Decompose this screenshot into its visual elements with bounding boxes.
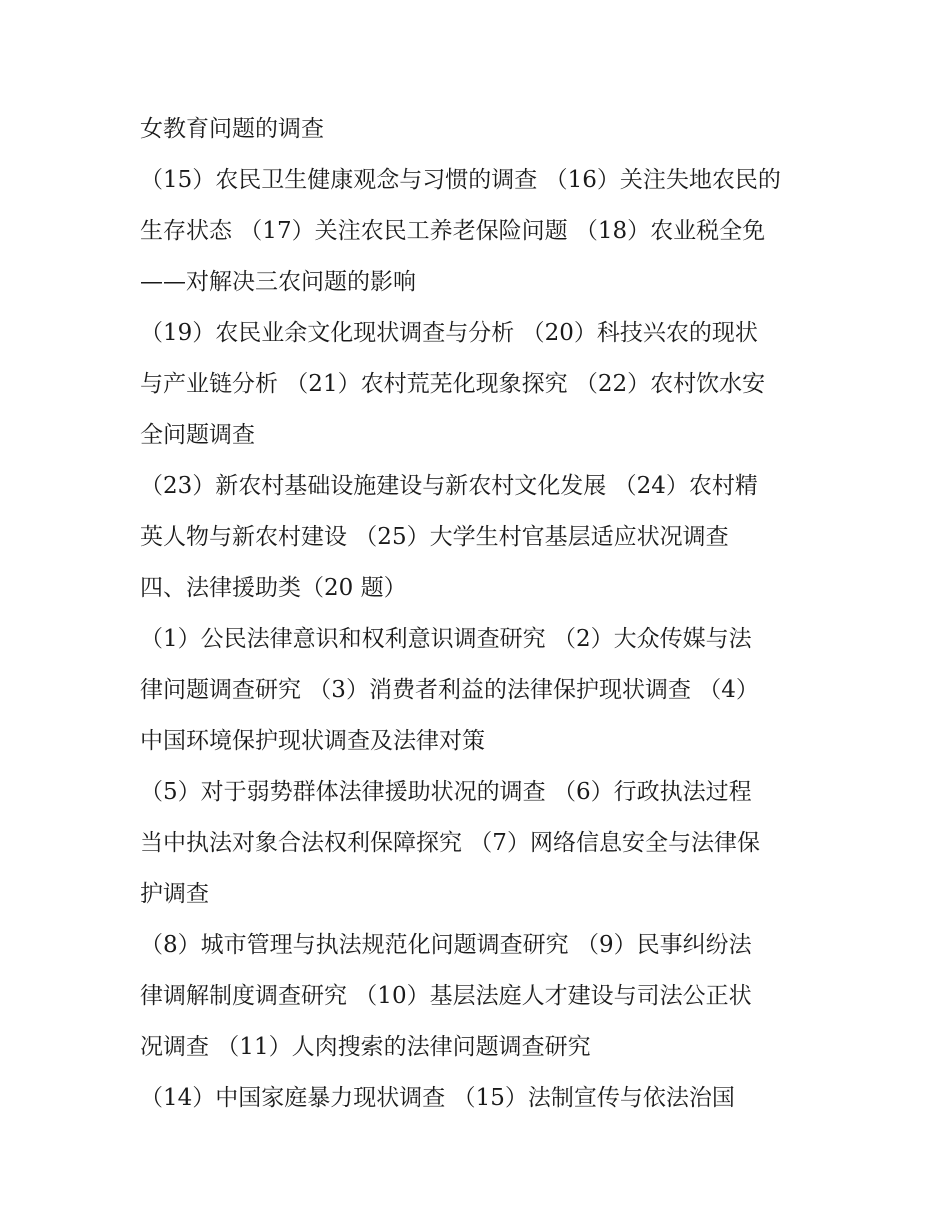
text-line: ——对解决三农问题的影响 (140, 269, 416, 295)
text-line: （15）农民卫生健康观念与习惯的调查 （16）关注失地农民的 (140, 167, 781, 193)
text-line: （1）公民法律意识和权利意识调查研究 （2）大众传媒与法 (140, 626, 752, 652)
text-line: （8）城市管理与执法规范化问题调查研究 （9）民事纠纷法 (140, 932, 752, 958)
text-line: 女教育问题的调查 (140, 116, 324, 142)
text-line: 律调解制度调查研究 （10）基层法庭人才建设与司法公正状 (140, 983, 752, 1009)
document-body (140, 104, 830, 1124)
text-line: 况调查 （11）人肉搜索的法律问题调查研究 (140, 1034, 591, 1060)
text-line: 当中执法对象合法权利保障探究 （7）网络信息安全与法律保 (140, 830, 760, 856)
text-line: 中国环境保护现状调查及法律对策 (140, 728, 485, 754)
text-line: 英人物与新农村建设 （25）大学生村官基层适应状况调查 (140, 524, 729, 550)
text-line: （19）农民业余文化现状调查与分析 （20）科技兴农的现状 (140, 320, 758, 346)
text-line: （5）对于弱势群体法律援助状况的调查 （6）行政执法过程 (140, 779, 752, 805)
section-heading: 四、法律援助类（20 题） (140, 575, 407, 601)
text-line: （14）中国家庭暴力现状调查 （15）法制宣传与依法治国 (140, 1085, 735, 1111)
text-line: 护调查 (140, 881, 209, 907)
text-line: 生存状态 （17）关注农民工养老保险问题 （18）农业税全免 (140, 218, 766, 244)
text-line: 与产业链分析 （21）农村荒芜化现象探究 （22）农村饮水安 (140, 371, 766, 397)
text-line: 全问题调查 (140, 422, 255, 448)
text-line: （23）新农村基础设施建设与新农村文化发展 （24）农村精 (140, 473, 758, 499)
text-line: 律问题调查研究 （3）消费者利益的法律保护现状调查 （4） (140, 677, 759, 703)
